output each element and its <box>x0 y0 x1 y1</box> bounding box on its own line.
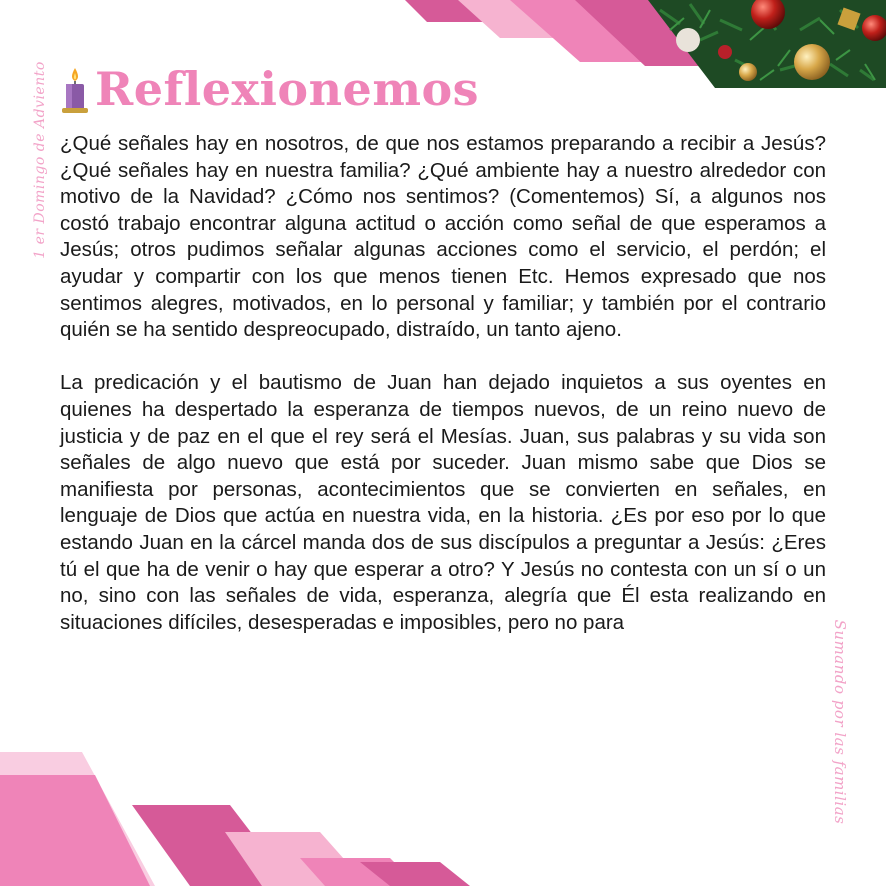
paragraph-1: ¿Qué señales hay en nosotros, de que nos estamos preparando a recibir a Jesús? ¿Qué señales hay en nuestra familia? ¿Qué ambiente hay a nuestro alrededor con motivo de la Navidad? ¿Cómo nos sentimos? (Comentemos) Sí, a algunos nos costó trabajo encontrar alguna actitud o acción como señal de que esperamos a Jesús; otros pudimos señalar algunas acciones como el servicio, el perdón; el ayudar y compartir con los que menos tienen Etc. Hemos expresado que nos sentimos alegres, motivados, en lo personal y familiar; y también por el contrario quién se ha sentido despreocupado, distraído, un tanto ajeno. <box>60 132 826 342</box>
paragraph-2: La predicación y el bautismo de Juan han dejado inquietos a sus oyentes en quienes ha despertado la esperanza de tiempos nuevos, de un reino nuevo de justicia y de paz en el que el rey será el Mesías. Juan, sus palabras y su vida son señales de algo nuevo que está por suceder. Juan mismo sabe que Dios se manifiesta por personas, acontecimientos que se convierten en señales, en lenguaje de Dios que actúa en nuestra vida, en la historia. ¿Es por eso por lo que estando Juan en la cárcel manda dos de sus discípulos a preguntar a Jesús: ¿Eres tú el que ha de venir o hay que esperar a otro? Y Jesús no contesta con un sí o un no, sino con las señales de vida, esperanza, alegría que Él esta realizando en situaciones difíciles, desesperadas e imposibles, pero no para <box>60 371 826 634</box>
reflection-body <box>60 131 826 636</box>
candle-icon <box>60 66 90 114</box>
side-label-right: Sumando por las familias <box>831 619 849 825</box>
page-title: Reflexionemos <box>95 62 480 116</box>
side-label-left: 1 er Domingo de Adviento <box>32 61 48 259</box>
